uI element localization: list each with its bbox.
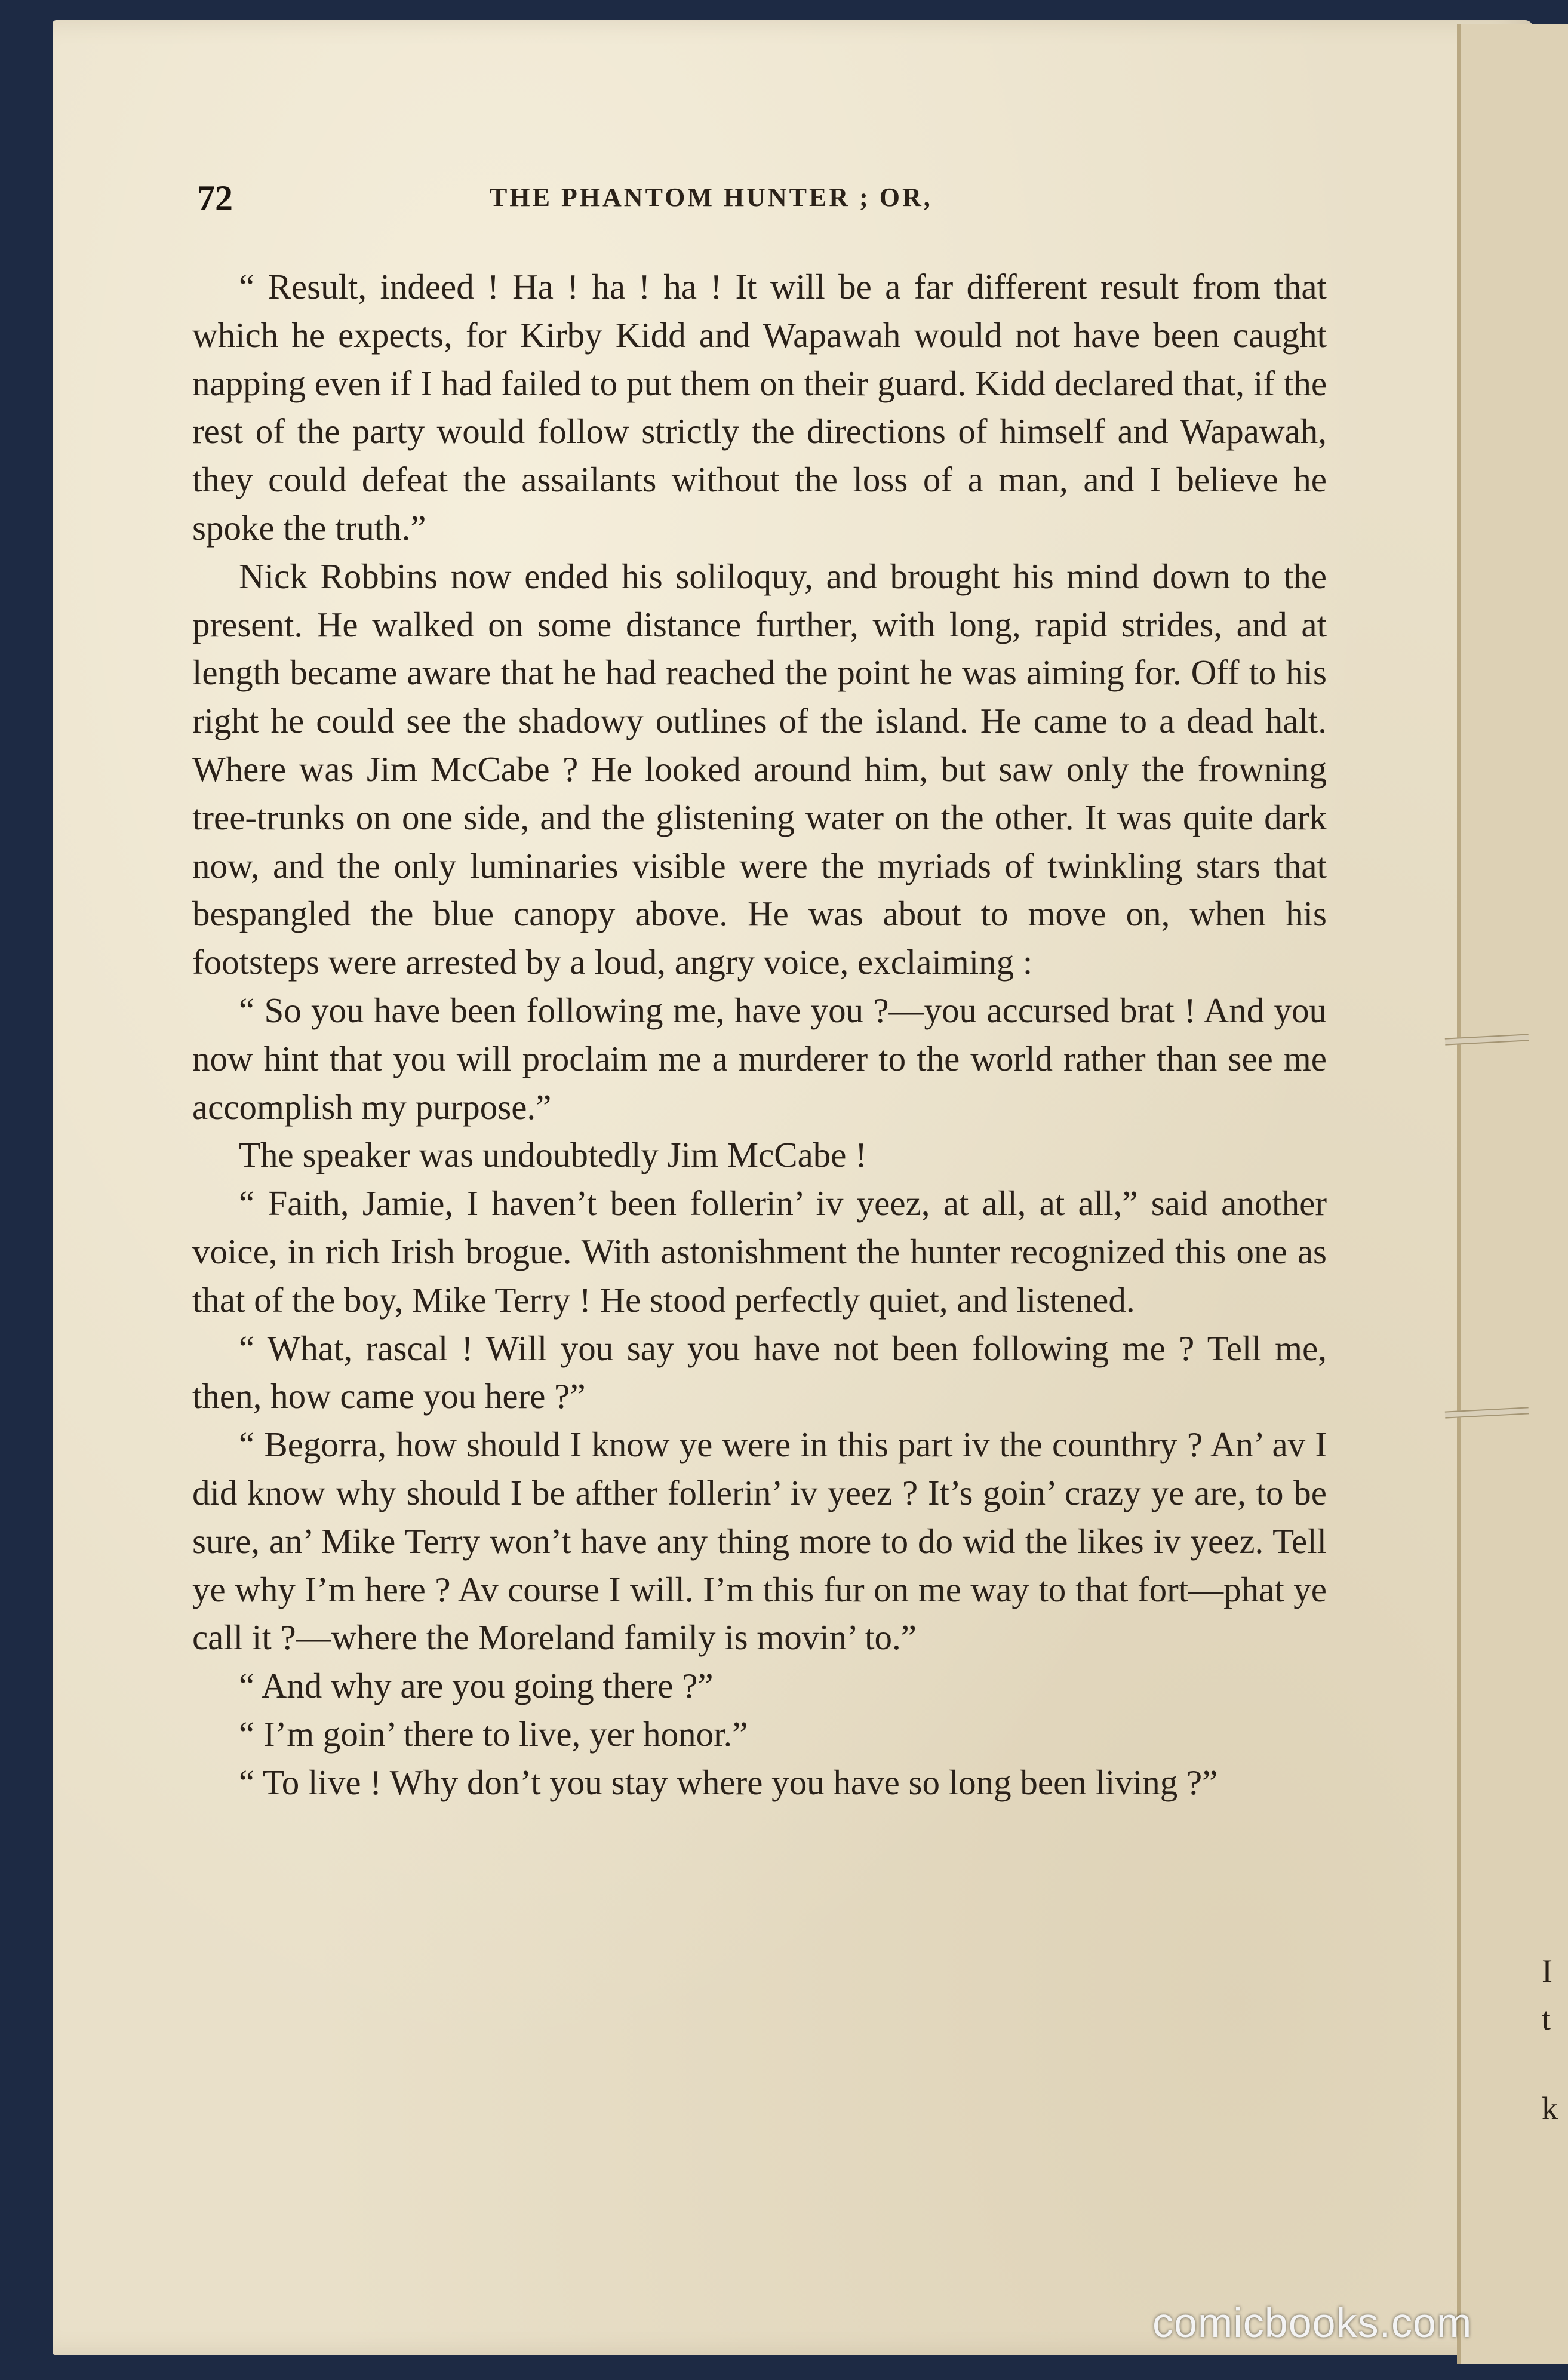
- paragraph: “ Faith, Jamie, I haven’t been follerin’ iv yeez, at all, at all,” said another voice, in rich Irish brogue. With astonishment the hunter recognized this one as that of the boy, Mike Terry ! He stood perfectly quiet, and listened.: [192, 1183, 1327, 1320]
- page-number: 72: [197, 179, 233, 218]
- paragraph: “ And why are you going there ?”: [239, 1666, 714, 1706]
- paragraph: Nick Robbins now ended his soliloquy, and brought his mind down to the present. He walked on some distance further, with long, rapid strides, and at length became aware that he had reached the point he was aiming for. Off to his right he could see the shadowy outlines of the island. He came to a dead halt. Where was Jim McCabe ? He looked around him, but saw only the frowning tree-trunks on one side, and the glistening water on the other. It was quite dark now, and the only luminaries visible were the myriads of twinkling stars that bespangled the blue canopy above. He was about to move on, when his footsteps were arrested by a loud, angry voice, exclaiming :: [192, 556, 1327, 982]
- adjacent-page-edge: [1457, 24, 1568, 2364]
- next-page-fragment: k: [1542, 2090, 1558, 2126]
- next-page-fragment: t: [1542, 2001, 1551, 2037]
- paragraph: “ What, rascal ! Will you say you have not been following me ? Tell me, then, how came you here ?”: [192, 1328, 1327, 1416]
- paragraph: “ To live ! Why don’t you stay where you have so long been living ?”: [239, 1762, 1218, 1802]
- page-body: [192, 263, 1327, 1807]
- watermark: comicbooks.com: [1152, 2299, 1472, 2346]
- paragraph: “ Begorra, how should I know ye were in this part iv the counthry ? An’ av I did know why should I be afther follerin’ iv yeez ? It’s goin’ crazy ye are, to be sure, an’ Mike Terry won’t have any thing more to do wid the likes iv yeez. Tell ye why I’m here ? Av course I will. I’m this fur on me way to that fort—phat ye call it ?—where the Moreland family is movin’ to.”: [192, 1425, 1327, 1658]
- paragraph: The speaker was undoubtedly Jim McCabe !: [239, 1135, 867, 1175]
- paragraph: “ Result, indeed ! Ha ! ha ! ha ! It will be a far different result from that which he expects, for Kirby Kidd and Wapawah would not have been caught napping even if I had failed to put them on their guard. Kidd declared that, if the rest of the party would follow strictly the directions of himself and Wapawah, they could defeat the assailants without the loss of a man, and I believe he spoke the truth.”: [192, 267, 1327, 548]
- paragraph: “ I’m goin’ there to live, yer honor.”: [239, 1714, 748, 1754]
- next-page-fragment: I: [1542, 1953, 1552, 1989]
- paragraph: “ So you have been following me, have you ?—you accursed brat ! And you now hint that you will proclaim me a murderer to the world rather than see me accomplish my purpose.”: [192, 990, 1327, 1127]
- running-head-title: THE PHANTOM HUNTER ; OR,: [490, 183, 933, 212]
